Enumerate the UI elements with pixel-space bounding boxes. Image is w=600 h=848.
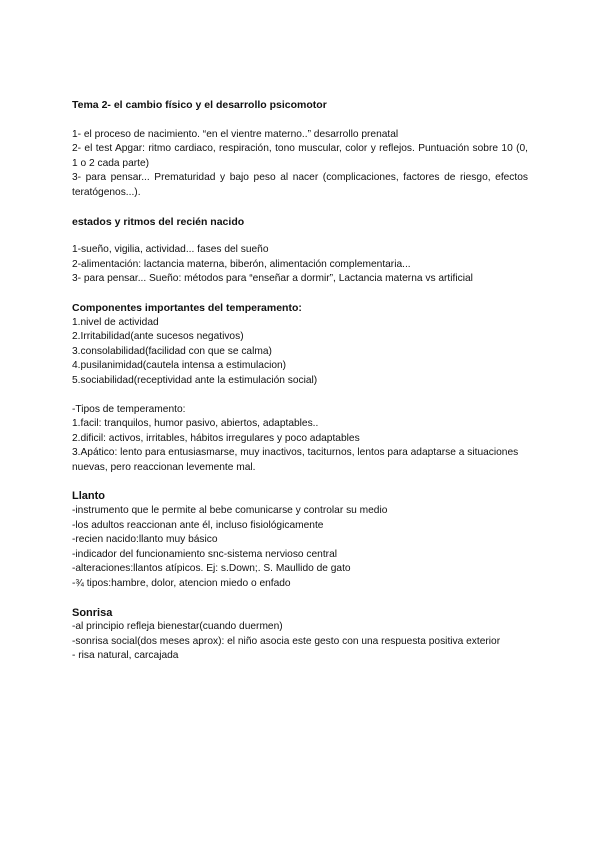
temperament-types-heading: -Tipos de temperamento:	[72, 403, 186, 415]
intro-item: 3- para pensar... Prematuridad y bajo peso al nacer (complicaciones, factores de riesgo, efectos teratógenos...).	[72, 172, 528, 198]
section-heading-smile: Sonrisa	[72, 606, 113, 619]
crying-list	[72, 504, 528, 592]
temperament-item: 3.consolabilidad(facilidad con que se calma)	[72, 345, 272, 357]
document-title: Tema 2- el cambio físico y el desarrollo psicomotor	[72, 99, 327, 111]
temperament-item: 1.nivel de actividad	[72, 316, 159, 328]
states-item: 1-sueño, vigilia, actividad... fases del sueño	[72, 244, 269, 256]
temperament-type-item: 1.facil: tranquilos, humor pasivo, abiertos, adaptables..	[72, 418, 319, 430]
states-item: 3- para pensar... Sueño: métodos para “enseñar a dormir”, Lactancia materna vs artificial	[72, 273, 473, 285]
smile-item: -al principio refleja bienestar(cuando duermen)	[72, 621, 283, 633]
smile-item: - risa natural, carcajada	[72, 650, 179, 662]
section-heading-temperament: Componentes importantes del temperamento:	[72, 301, 302, 314]
crying-item: -los adultos reaccionan ante él, incluso fisiológicamente	[72, 519, 324, 531]
states-list	[72, 243, 528, 287]
intro-item: 1- el proceso de nacimiento. “en el vientre materno..” desarrollo prenatal	[72, 128, 399, 140]
intro-item: 2- el test Apgar: ritmo cardiaco, respiración, tono muscular, color y reflejos. Puntuación sobre 10 (0, 1 o 2 cada parte)	[72, 143, 528, 169]
intro-list	[72, 128, 528, 201]
temperament-item: 2.Irritabilidad(ante sucesos negativos)	[72, 331, 244, 343]
section-heading-states: estados y ritmos del recién nacido	[72, 215, 245, 228]
states-item: 2-alimentación: lactancia materna, biberón, alimentación complementaria...	[72, 258, 411, 270]
smile-list	[72, 620, 528, 664]
smile-item: -sonrisa social(dos meses aprox): el niño asocia este gesto con una respuesta positiva exterior	[72, 635, 501, 647]
crying-item: -indicador del funcionamiento snc-sistema nervioso central	[72, 548, 338, 560]
temperament-components-list	[72, 316, 528, 389]
temperament-type-item: 2.dificil: activos, irritables, hábitos irregulares y poco adaptables	[72, 432, 360, 444]
temperament-type-item: 3.Apático: lento para entusiasmarse, muy inactivos, taciturnos, lentos para adaptarse a situaciones nuevas, pero reaccionan levemente mal.	[72, 447, 519, 473]
crying-item: -¾ tipos:hambre, dolor, atencion miedo o enfado	[72, 578, 291, 590]
temperament-types-list	[72, 417, 528, 475]
temperament-item: 4.pusilanimidad(cautela intensa a estimulacion)	[72, 360, 287, 372]
crying-item: -instrumento que le permite al bebe comunicarse y controlar su medio	[72, 505, 388, 517]
crying-item: -alteraciones:llantos atípicos. Ej: s.Down;. S. Maullido de gato	[72, 563, 351, 575]
section-heading-crying: Llanto	[72, 490, 105, 503]
temperament-item: 5.sociabilidad(receptividad ante la estimulación social)	[72, 374, 318, 386]
crying-item: -recien nacido:llanto muy básico	[72, 534, 218, 546]
document-page	[72, 98, 528, 664]
